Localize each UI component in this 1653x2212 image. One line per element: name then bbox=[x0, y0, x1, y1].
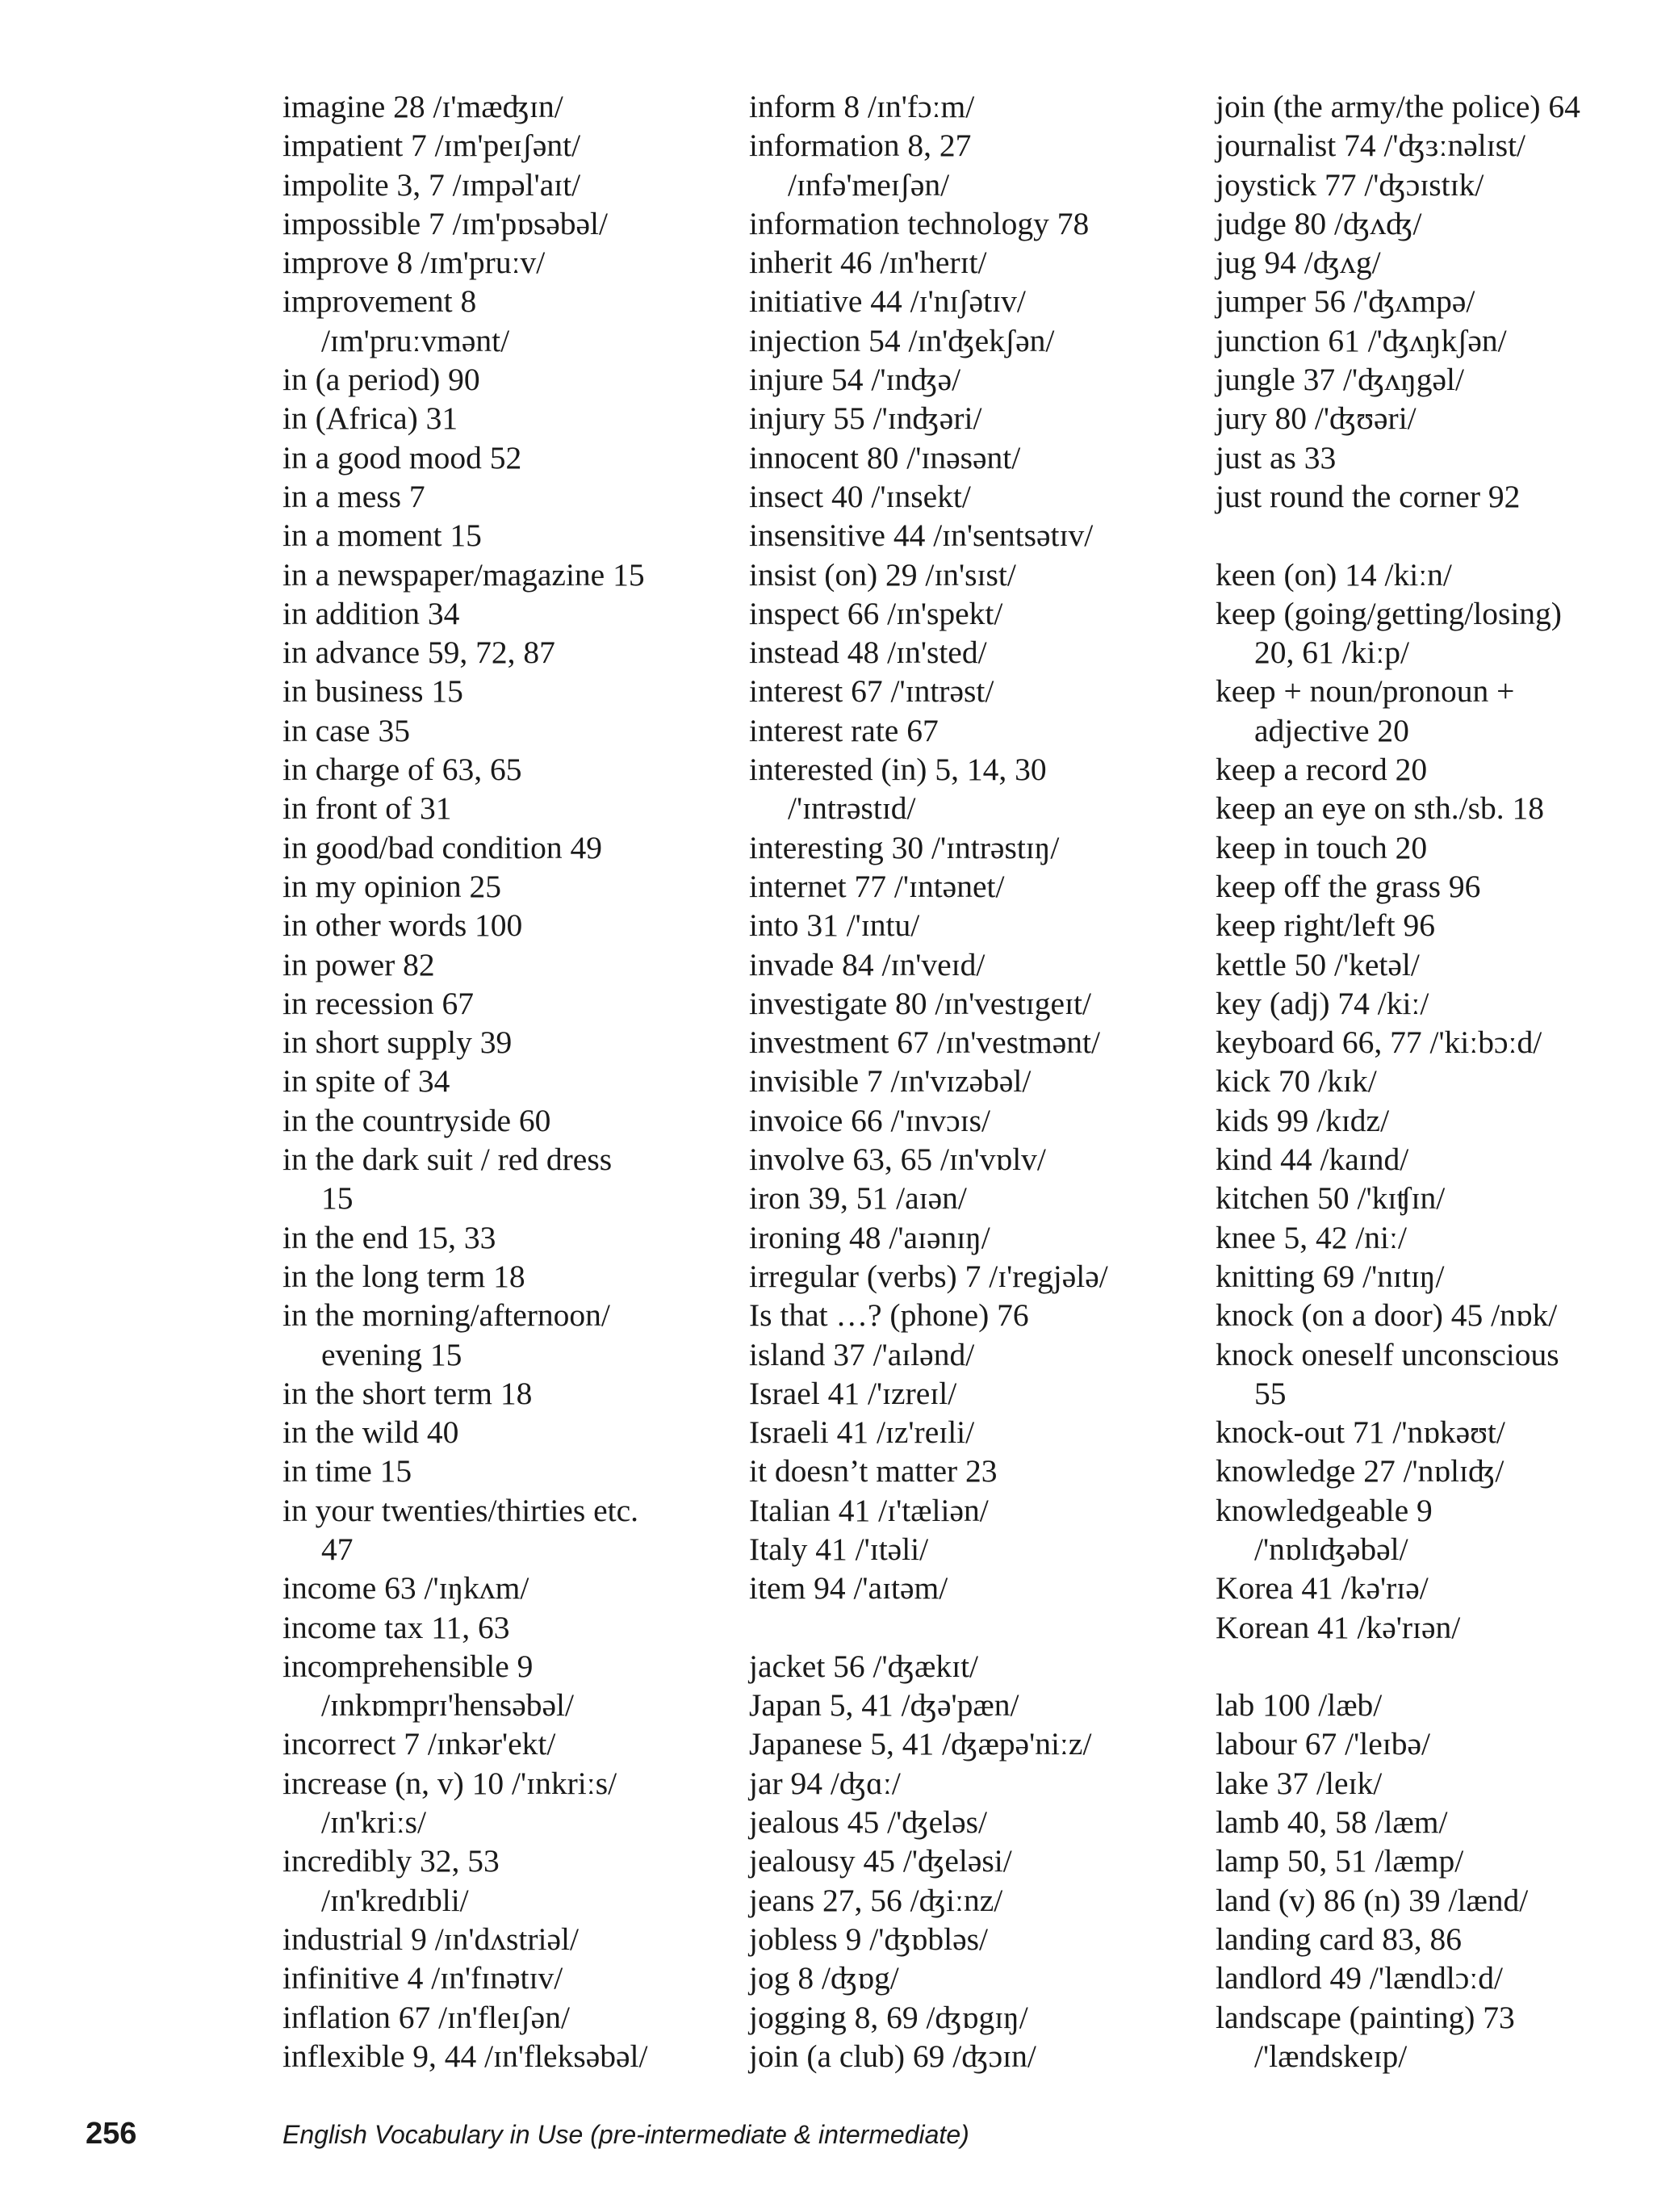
index-entry bbox=[1216, 282, 1653, 320]
index-entry bbox=[749, 1764, 1201, 1803]
entry-text: it doesn’t matter 23 bbox=[749, 1453, 998, 1489]
page-number: 256 bbox=[86, 2117, 137, 2151]
entry-text: improve 8 /ɪm'pruːv/ bbox=[282, 245, 546, 281]
entry-text: in business 15 bbox=[282, 673, 463, 710]
entry-text: in the morning/afternoon/ bbox=[282, 1297, 610, 1334]
index-entry bbox=[749, 321, 1201, 360]
index-entry bbox=[749, 1724, 1201, 1763]
index-entry bbox=[1216, 1841, 1653, 1880]
index-entry bbox=[749, 1491, 1201, 1530]
index-entry bbox=[282, 165, 734, 204]
entry-text: jobless 9 /'ʤɒbləs/ bbox=[749, 1921, 988, 1957]
entry-continuation: evening 15 bbox=[321, 1336, 462, 1372]
index-entry bbox=[282, 1920, 734, 1959]
index-entry bbox=[1216, 906, 1653, 945]
index-entry bbox=[1216, 438, 1653, 477]
entry-text: income 63 /'ɪŋkʌm/ bbox=[282, 1570, 529, 1607]
entry-text: Japan 5, 41 /ʤə'pæn/ bbox=[749, 1687, 1019, 1724]
entry-text: kind 44 /kaɪnd/ bbox=[1216, 1142, 1409, 1178]
index-entry bbox=[282, 1023, 734, 1062]
index-entry bbox=[749, 204, 1201, 243]
index-entry bbox=[282, 1257, 734, 1296]
entry-text: in a newspaper/magazine 15 bbox=[282, 556, 645, 593]
index-entry bbox=[282, 1841, 734, 1920]
index-entry bbox=[749, 1062, 1201, 1100]
entry-text: injection 54 /ɪn'ʤekʃən/ bbox=[749, 322, 1055, 358]
index-entry bbox=[749, 1140, 1201, 1179]
entry-text: initiative 44 /ɪ'nɪʃətɪv/ bbox=[749, 283, 1026, 320]
entry-text: keen (on) 14 /kiːn/ bbox=[1216, 556, 1452, 593]
letter-section-gap bbox=[1216, 516, 1653, 555]
index-entry bbox=[282, 1647, 734, 1725]
index-entry bbox=[749, 633, 1201, 672]
entry-text: jug 94 /ʤʌg/ bbox=[1216, 245, 1381, 281]
entry-text: kick 70 /kɪk/ bbox=[1216, 1063, 1377, 1100]
index-entry bbox=[749, 1530, 1201, 1569]
entry-text: in time 15 bbox=[282, 1453, 412, 1489]
entry-text: key (adj) 74 /kiː/ bbox=[1216, 985, 1429, 1021]
entry-text: in (Africa) 31 bbox=[282, 400, 458, 437]
entry-text: landing card 83, 86 bbox=[1216, 1921, 1462, 1957]
index-entry bbox=[1216, 1803, 1653, 1841]
entry-text: keep + noun/pronoun + bbox=[1216, 673, 1515, 710]
entry-text: jealous 45 /'ʤeləs/ bbox=[749, 1804, 987, 1841]
entry-text: Is that …? (phone) 76 bbox=[749, 1297, 1029, 1334]
index-entry bbox=[1216, 750, 1653, 789]
entry-text: impatient 7 /ɪm'peɪʃənt/ bbox=[282, 128, 581, 164]
entry-text: jumper 56 /'ʤʌmpə/ bbox=[1216, 283, 1475, 320]
index-entry bbox=[1216, 984, 1653, 1023]
entry-text: increase (n, v) 10 /'ɪnkriːs/ bbox=[282, 1765, 617, 1801]
entry-text: keep a record 20 bbox=[1216, 752, 1428, 788]
index-entry bbox=[1216, 672, 1653, 750]
index-entry bbox=[749, 1101, 1201, 1140]
entry-text: in good/bad condition 49 bbox=[282, 829, 603, 865]
entry-text: item 94 /'aɪtəm/ bbox=[749, 1570, 948, 1607]
index-entry bbox=[749, 126, 1201, 204]
entry-text: injury 55 /'ɪnʤəri/ bbox=[749, 400, 982, 437]
index-entry bbox=[1216, 360, 1653, 399]
entry-text: in (a period) 90 bbox=[282, 362, 480, 398]
index-entry bbox=[749, 1335, 1201, 1374]
entry-text: irregular (verbs) 7 /ɪ'regjələ/ bbox=[749, 1258, 1108, 1294]
index-entry bbox=[282, 1062, 734, 1100]
index-entry bbox=[1216, 1179, 1653, 1217]
index-entry bbox=[282, 672, 734, 710]
index-entry bbox=[1216, 399, 1653, 438]
entry-text: injure 54 /'ɪnʤə/ bbox=[749, 362, 961, 398]
index-entry bbox=[749, 399, 1201, 438]
index-entry bbox=[282, 867, 734, 906]
entry-text: kettle 50 /'ketəl/ bbox=[1216, 946, 1420, 982]
entry-text: jog 8 /ʤɒg/ bbox=[749, 1960, 899, 1996]
index-entry bbox=[1216, 1608, 1653, 1647]
index-entry bbox=[282, 1413, 734, 1452]
entry-text: kids 99 /kɪdz/ bbox=[1216, 1102, 1390, 1138]
entry-text: in front of 31 bbox=[282, 790, 452, 827]
entry-continuation: /ɪm'pruːvmənt/ bbox=[321, 322, 510, 358]
index-entry bbox=[282, 1959, 734, 1997]
index-entry bbox=[749, 282, 1201, 320]
entry-text: in short supply 39 bbox=[282, 1024, 513, 1061]
entry-text: income tax 11, 63 bbox=[282, 1609, 510, 1645]
entry-text: in a good mood 52 bbox=[282, 439, 522, 475]
index-entry bbox=[282, 1569, 734, 1607]
index-entry bbox=[749, 243, 1201, 282]
entry-text: internet 77 /'ɪntənet/ bbox=[749, 868, 1005, 904]
entry-text: lamp 50, 51 /læmp/ bbox=[1216, 1843, 1464, 1879]
entry-text: in your twenties/thirties etc. bbox=[282, 1492, 638, 1528]
entry-text: Japanese 5, 41 /ʤæpə'niːz/ bbox=[749, 1726, 1092, 1762]
entry-text: insect 40 /'ɪnsekt/ bbox=[749, 478, 971, 514]
index-entry bbox=[1216, 204, 1653, 243]
entry-text: keep off the grass 96 bbox=[1216, 868, 1481, 904]
index-entry bbox=[749, 672, 1201, 710]
index-entry bbox=[1216, 1724, 1653, 1763]
index-entry bbox=[749, 1218, 1201, 1257]
entry-text: just round the corner 92 bbox=[1216, 478, 1521, 514]
index-entry bbox=[1216, 165, 1653, 204]
entry-text: information technology 78 bbox=[749, 205, 1090, 241]
index-entry bbox=[282, 1491, 734, 1569]
entry-text: keep in touch 20 bbox=[1216, 829, 1428, 865]
index-entry bbox=[282, 1764, 734, 1842]
index-entry bbox=[749, 1647, 1201, 1686]
index-entry bbox=[1216, 1335, 1653, 1414]
entry-text: impolite 3, 7 /ɪmpəl'aɪt/ bbox=[282, 166, 581, 203]
entry-text: join (the army/the police) 64 bbox=[1216, 89, 1580, 124]
entry-text: jacket 56 /'ʤækɪt/ bbox=[749, 1648, 979, 1684]
index-entry bbox=[749, 1023, 1201, 1062]
index-entry bbox=[749, 360, 1201, 399]
entry-text: information 8, 27 bbox=[749, 128, 972, 164]
letter-section-gap bbox=[1216, 1647, 1653, 1686]
index-entry bbox=[282, 516, 734, 555]
entry-text: inform 8 /ɪn'fɔːm/ bbox=[749, 89, 975, 124]
index-entry bbox=[1216, 828, 1653, 867]
entry-text: in the wild 40 bbox=[282, 1414, 459, 1451]
letter-section-gap bbox=[749, 1608, 1201, 1647]
index-entry bbox=[749, 867, 1201, 906]
entry-continuation: /ɪnkɒmprɪ'hensəbəl/ bbox=[321, 1687, 574, 1724]
index-entry bbox=[1216, 1413, 1653, 1452]
index-entry bbox=[1216, 1023, 1653, 1062]
entry-text: infinitive 4 /ɪn'fɪnətɪv/ bbox=[282, 1960, 563, 1996]
index-entry bbox=[749, 906, 1201, 945]
index-entry bbox=[749, 555, 1201, 594]
entry-text: instead 48 /ɪn'sted/ bbox=[749, 635, 987, 671]
entry-text: in recession 67 bbox=[282, 985, 474, 1021]
index-entry bbox=[749, 1803, 1201, 1841]
entry-text: knitting 69 /'nɪtɪŋ/ bbox=[1216, 1258, 1445, 1294]
index-entry bbox=[1216, 1881, 1653, 1920]
entry-text: investigate 80 /ɪn'vestɪgeɪt/ bbox=[749, 985, 1091, 1021]
index-entry bbox=[749, 1841, 1201, 1880]
index-entry bbox=[1216, 1218, 1653, 1257]
index-entry bbox=[749, 516, 1201, 555]
entry-text: incorrect 7 /ɪnkər'ekt/ bbox=[282, 1726, 556, 1762]
index-entry bbox=[749, 1959, 1201, 1997]
entry-text: knowledge 27 /'nɒlɪʤ/ bbox=[1216, 1453, 1504, 1489]
index-entry bbox=[282, 1140, 734, 1218]
entry-text: kitchen 50 /'kɪʧɪn/ bbox=[1216, 1180, 1446, 1217]
index-entry bbox=[749, 477, 1201, 516]
index-entry bbox=[749, 1374, 1201, 1413]
entry-text: interesting 30 /'ɪntrəstɪŋ/ bbox=[749, 829, 1060, 865]
entry-text: in case 35 bbox=[282, 712, 410, 748]
entry-continuation: /'ɪntrəstɪd/ bbox=[788, 790, 916, 827]
entry-text: interested (in) 5, 14, 30 bbox=[749, 752, 1047, 788]
entry-text: investment 67 /ɪn'vestmənt/ bbox=[749, 1024, 1100, 1061]
index-entry bbox=[1216, 1764, 1653, 1803]
index-entry bbox=[749, 1257, 1201, 1296]
entry-text: inherit 46 /ɪn'herɪt/ bbox=[749, 245, 987, 281]
index-entry bbox=[1216, 594, 1653, 672]
entry-text: keyboard 66, 77 /'kiːbɔːd/ bbox=[1216, 1024, 1542, 1061]
entry-text: imagine 28 /ɪ'mæʤɪn/ bbox=[282, 89, 563, 124]
entry-text: inspect 66 /ɪn'spekt/ bbox=[749, 595, 1003, 631]
entry-text: in other words 100 bbox=[282, 907, 523, 944]
index-entry bbox=[749, 1179, 1201, 1217]
index-entry bbox=[282, 828, 734, 867]
entry-text: invade 84 /ɪn'veɪd/ bbox=[749, 946, 986, 982]
entry-text: jar 94 /ʤɑː/ bbox=[749, 1765, 901, 1801]
index-entry bbox=[749, 438, 1201, 477]
entry-continuation: 20, 61 /kiːp/ bbox=[1254, 635, 1410, 671]
index-entry bbox=[1216, 87, 1653, 126]
entry-text: interest rate 67 bbox=[749, 712, 939, 748]
index-entry bbox=[282, 2037, 734, 2076]
entry-text: insist (on) 29 /ɪn'sɪst/ bbox=[749, 556, 1016, 593]
entry-text: join (a club) 69 /ʤɔɪn/ bbox=[749, 2038, 1036, 2074]
entry-text: jungle 37 /'ʤʌŋgəl/ bbox=[1216, 362, 1464, 398]
entry-text: iron 39, 51 /aɪən/ bbox=[749, 1180, 967, 1217]
index-entry bbox=[1216, 321, 1653, 360]
entry-text: in the short term 18 bbox=[282, 1375, 533, 1411]
index-entry bbox=[282, 1608, 734, 1647]
index-entry bbox=[282, 282, 734, 360]
entry-text: knee 5, 42 /niː/ bbox=[1216, 1219, 1407, 1255]
index-entry bbox=[1216, 1101, 1653, 1140]
index-entry bbox=[1216, 243, 1653, 282]
entry-text: impossible 7 /ɪm'pɒsəbəl/ bbox=[282, 205, 609, 241]
index-entry bbox=[282, 1452, 734, 1490]
entry-text: inflexible 9, 44 /ɪn'fleksəbəl/ bbox=[282, 2038, 648, 2074]
entry-text: in addition 34 bbox=[282, 595, 460, 631]
index-entry bbox=[749, 1296, 1201, 1334]
entry-continuation: 15 bbox=[321, 1180, 354, 1217]
entry-text: Italian 41 /ɪ'tæliən/ bbox=[749, 1492, 989, 1528]
entry-text: inflation 67 /ɪn'fleɪʃən/ bbox=[282, 1999, 570, 2035]
index-entry bbox=[282, 399, 734, 438]
entry-continuation: /ɪn'kriːs/ bbox=[321, 1804, 427, 1841]
index-entry bbox=[1216, 477, 1653, 516]
entry-text: interest 67 /'ɪntrəst/ bbox=[749, 673, 994, 710]
entry-text: keep (going/getting/losing) bbox=[1216, 595, 1562, 631]
index-entry bbox=[749, 1452, 1201, 1490]
entry-text: just as 33 bbox=[1216, 439, 1337, 475]
index-entry bbox=[1216, 555, 1653, 594]
entry-text: Israeli 41 /ɪz'reɪli/ bbox=[749, 1414, 975, 1451]
entry-text: labour 67 /'leɪbə/ bbox=[1216, 1726, 1430, 1762]
index-entry bbox=[1216, 1491, 1653, 1569]
entry-continuation: /'nɒlɪʤəbəl/ bbox=[1254, 1531, 1408, 1567]
index-entry bbox=[749, 1413, 1201, 1452]
entry-text: improvement 8 bbox=[282, 283, 477, 320]
index-entry bbox=[1216, 1686, 1653, 1724]
entry-text: in the countryside 60 bbox=[282, 1102, 551, 1138]
entry-text: knock oneself unconscious bbox=[1216, 1336, 1559, 1372]
entry-text: knock (on a door) 45 /nɒk/ bbox=[1216, 1297, 1558, 1334]
index-entry bbox=[282, 438, 734, 477]
index-entry bbox=[749, 984, 1201, 1023]
entry-text: invisible 7 /ɪn'vɪzəbəl/ bbox=[749, 1063, 1032, 1100]
entry-text: joystick 77 /'ʤɔɪstɪk/ bbox=[1216, 166, 1484, 203]
entry-text: into 31 /'ɪntu/ bbox=[749, 907, 920, 944]
index-entry bbox=[1216, 1569, 1653, 1607]
entry-continuation: /'lændskeɪp/ bbox=[1254, 2038, 1408, 2074]
entry-text: in charge of 63, 65 bbox=[282, 752, 522, 788]
index-entry bbox=[282, 555, 734, 594]
index-entry bbox=[749, 594, 1201, 633]
entry-text: lamb 40, 58 /læm/ bbox=[1216, 1804, 1448, 1841]
index-entry bbox=[749, 945, 1201, 984]
entry-continuation: /ɪnfə'meɪʃən/ bbox=[788, 166, 950, 203]
index-entry bbox=[749, 2037, 1201, 2076]
entry-text: in the end 15, 33 bbox=[282, 1219, 496, 1255]
entry-text: innocent 80 /'ɪnəsənt/ bbox=[749, 439, 1021, 475]
entry-text: insensitive 44 /ɪn'sentsətɪv/ bbox=[749, 517, 1094, 554]
entry-text: judge 80 /ʤʌʤ/ bbox=[1216, 205, 1422, 241]
index-entry bbox=[749, 1881, 1201, 1920]
index-entry bbox=[282, 633, 734, 672]
entry-text: Korea 41 /kə'rɪə/ bbox=[1216, 1570, 1429, 1607]
entry-text: incredibly 32, 53 bbox=[282, 1843, 500, 1879]
entry-text: Italy 41 /'ɪtəli/ bbox=[749, 1531, 929, 1567]
entry-text: lake 37 /leɪk/ bbox=[1216, 1765, 1383, 1801]
index-entry bbox=[282, 1998, 734, 2037]
entry-text: incomprehensible 9 bbox=[282, 1648, 534, 1684]
index-entry bbox=[749, 1920, 1201, 1959]
index-entry bbox=[282, 906, 734, 945]
index-entry bbox=[1216, 126, 1653, 165]
index-entry bbox=[1216, 1959, 1653, 1997]
entry-text: in the long term 18 bbox=[282, 1258, 525, 1294]
index-entry bbox=[749, 750, 1201, 828]
index-entry bbox=[282, 1374, 734, 1413]
entry-text: jealousy 45 /'ʤeləsi/ bbox=[749, 1843, 1012, 1879]
book-title: English Vocabulary in Use (pre-intermediate & intermediate) bbox=[282, 2120, 969, 2149]
entry-continuation: /ɪn'kredɪbli/ bbox=[321, 1882, 469, 1918]
entry-text: landscape (painting) 73 bbox=[1216, 1999, 1515, 2035]
entry-text: Korean 41 /kə'rɪən/ bbox=[1216, 1609, 1461, 1645]
index-entry bbox=[1216, 1062, 1653, 1100]
entry-text: in power 82 bbox=[282, 946, 435, 982]
entry-text: in advance 59, 72, 87 bbox=[282, 635, 555, 671]
index-entry bbox=[749, 87, 1201, 126]
entry-text: Israel 41 /'ɪzreɪl/ bbox=[749, 1375, 957, 1411]
entry-text: invoice 66 /'ɪnvɔɪs/ bbox=[749, 1102, 990, 1138]
index-entry bbox=[282, 1296, 734, 1374]
index-entry bbox=[282, 1218, 734, 1257]
index-entry bbox=[282, 750, 734, 789]
index-entry bbox=[749, 711, 1201, 750]
index-entry bbox=[749, 828, 1201, 867]
index-entry bbox=[282, 711, 734, 750]
index-entry bbox=[1216, 945, 1653, 984]
entry-text: jogging 8, 69 /ʤɒgɪŋ/ bbox=[749, 1999, 1028, 2035]
entry-text: in a mess 7 bbox=[282, 478, 425, 514]
entry-text: in spite of 34 bbox=[282, 1063, 450, 1100]
entry-text: junction 61 /'ʤʌŋkʃən/ bbox=[1216, 322, 1507, 358]
index-entry bbox=[1216, 789, 1653, 827]
entry-text: keep an eye on sth./sb. 18 bbox=[1216, 790, 1544, 827]
index-entry bbox=[749, 1569, 1201, 1607]
entry-continuation: 47 bbox=[321, 1531, 354, 1567]
index-entry bbox=[282, 360, 734, 399]
index-entry bbox=[282, 1724, 734, 1763]
index-entry bbox=[1216, 1452, 1653, 1490]
entry-text: in a moment 15 bbox=[282, 517, 482, 554]
index-entry bbox=[282, 945, 734, 984]
entry-text: journalist 74 /'ʤɜːnəlɪst/ bbox=[1216, 128, 1526, 164]
index-entry bbox=[282, 789, 734, 827]
entry-text: in the dark suit / red dress bbox=[282, 1142, 613, 1178]
index-entry bbox=[749, 1998, 1201, 2037]
entry-text: jury 80 /'ʤʊəri/ bbox=[1216, 400, 1417, 437]
entry-text: ironing 48 /'aɪənɪŋ/ bbox=[749, 1219, 990, 1255]
index-column-3 bbox=[1216, 87, 1653, 2076]
entry-text: lab 100 /læb/ bbox=[1216, 1687, 1383, 1724]
index-entry bbox=[282, 984, 734, 1023]
index-entry bbox=[1216, 1998, 1653, 2076]
entry-text: knock-out 71 /'nɒkəʊt/ bbox=[1216, 1414, 1505, 1451]
entry-continuation: adjective 20 bbox=[1254, 712, 1409, 748]
index-entry bbox=[749, 1686, 1201, 1724]
entry-text: involve 63, 65 /ɪn'vɒlv/ bbox=[749, 1142, 1046, 1178]
index-entry bbox=[282, 204, 734, 243]
index-entry bbox=[1216, 1296, 1653, 1334]
index-entry bbox=[282, 87, 734, 126]
entry-text: keep right/left 96 bbox=[1216, 907, 1436, 944]
index-entry bbox=[282, 594, 734, 633]
index-entry bbox=[1216, 867, 1653, 906]
entry-text: landlord 49 /'lændlɔːd/ bbox=[1216, 1960, 1504, 1996]
entry-text: knowledgeable 9 bbox=[1216, 1492, 1433, 1528]
index-entry bbox=[1216, 1257, 1653, 1296]
entry-continuation: 55 bbox=[1254, 1375, 1287, 1411]
index-column-1 bbox=[282, 87, 734, 2076]
entry-text: in my opinion 25 bbox=[282, 868, 502, 904]
entry-text: jeans 27, 56 /ʤiːnz/ bbox=[749, 1882, 1003, 1918]
index-entry bbox=[282, 126, 734, 165]
index-entry bbox=[282, 1101, 734, 1140]
entry-text: island 37 /'aɪlənd/ bbox=[749, 1336, 975, 1372]
index-entry bbox=[1216, 1920, 1653, 1959]
entry-text: land (v) 86 (n) 39 /lænd/ bbox=[1216, 1882, 1529, 1918]
entry-text: industrial 9 /ɪn'dʌstriəl/ bbox=[282, 1921, 579, 1957]
index-entry bbox=[282, 477, 734, 516]
index-entry bbox=[282, 243, 734, 282]
index-entry bbox=[1216, 1140, 1653, 1179]
index-column-2 bbox=[749, 87, 1201, 2076]
